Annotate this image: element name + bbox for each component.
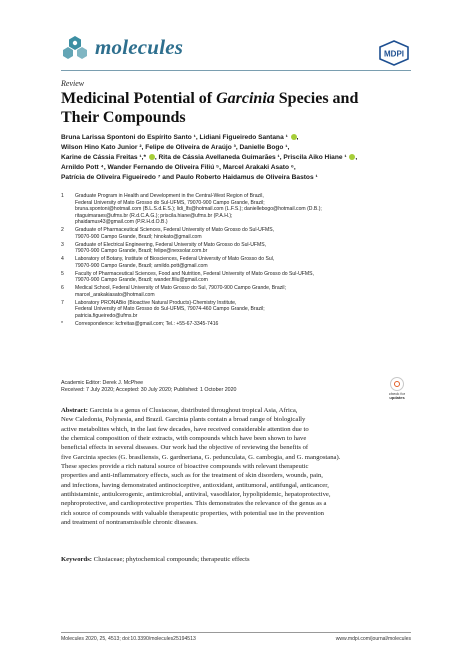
abstract xyxy=(61,406,414,527)
affiliation-item: 4 Laboratory of Botany, Institute of Biosciences, Federal University of Mato Grosso do Sul, 79070-900 Campo Grande, Brazil; arnildo.pott@gmail.com xyxy=(61,256,275,269)
check-for-updates-button[interactable] xyxy=(382,377,412,401)
affiliation-item: 1 Graduate Program in Health and Development in the Central-West Region of Brazil, Federal University of Mato Grosso do Sul-UFMS, 79070-900 Campo Grande, Brazil; bruna.spontoni@hotmail.com (B.L.S.d.E.S.); lidi_lfs@hotmail.com (L.F.S.); daniellebogo@hotmail.com (D.B.); ritaguimaraes@ufms.br (R.d.C.A.G.); priscila.hiane@ufms.br (P.A.H.); phaidamus43@gmail.com (P.R.H.d.O.B.) xyxy=(61,193,322,226)
abstract-line: active metabolites which, in the last few decades, have received considerable attention due to xyxy=(61,425,309,433)
publication-history: Received: 7 July 2020; Accepted: 30 July 2020; Published: 1 October 2020 xyxy=(61,387,237,393)
academic-editor: Academic Editor: Derek J. McPhee xyxy=(61,380,144,386)
abstract-line: Abstract: Garcinia is a genus of Clusiaceae, distributed throughout tropical Asia, Africa, xyxy=(61,407,298,414)
footer-journal-link[interactable]: www.mdpi.com/journal/molecules xyxy=(335,636,411,642)
affiliation-number: 5 xyxy=(61,270,64,277)
affiliation-number: 4 xyxy=(61,256,64,263)
affiliation-number: 7 xyxy=(61,299,64,306)
correspondence-marker: * xyxy=(61,320,63,327)
abstract-line: These species provide a rich natural source of bioactive compounds with relevant therapeutic xyxy=(61,463,309,471)
keywords-text: Clusiaceae; phytochemical compounds; therapeutic effects xyxy=(92,556,250,563)
title-suffix: Species and xyxy=(274,90,359,107)
orcid-icon[interactable] xyxy=(291,134,297,140)
title-prefix: Medicinal Potential of xyxy=(61,90,217,107)
publisher-name: MDPI xyxy=(384,49,404,59)
abstract-line: rich source of compounds with valuable therapeutic properties, with potential use in the prevention xyxy=(61,509,324,517)
affiliation-number: 6 xyxy=(61,285,64,292)
molecules-logo-icon xyxy=(61,34,89,62)
affiliations xyxy=(61,193,406,329)
affiliation-item: 3 Graduate of Electrical Engineering, Federal University of Mato Grosso do Sul-UFMS, 79070-900 Campo Grande, Brazil; felipe@nexsolar.com.br xyxy=(61,241,267,255)
abstract-line: New Caledonia, Polynesia, and Brazil. Garcinia plants contain a broad range of biologically xyxy=(61,416,306,424)
keywords xyxy=(61,556,250,563)
footer-citation: Molecules 2020, 25, 4513; doi:10.3390/molecules25194513 xyxy=(61,636,196,642)
keywords-label: Keywords: xyxy=(61,556,92,563)
title-line2: Their Compounds xyxy=(61,109,186,126)
footer-rule xyxy=(61,632,411,633)
abstract-line: and infections, having demonstrated antinociceptive, antioxidant, antitumoral, antifungal, anticancer, xyxy=(61,481,329,489)
journal-name: molecules xyxy=(95,35,184,59)
title-genus: Garcinia xyxy=(216,90,275,107)
author-line: Arnildo Pott ⁴, Wander Fernando de Oliveira Filiú ⁵, Marcel Arakaki Asato ⁶, xyxy=(61,164,296,171)
abstract-line: the chemical composition of their extracts, with compounds which have been shown to have xyxy=(61,435,307,443)
abstract-line: properties and anti-inflammatory effects, such as for the treatment of skin disorders, wounds, pain, xyxy=(61,472,323,480)
header-rule xyxy=(61,70,411,71)
affiliation-number: 3 xyxy=(61,241,64,248)
author-list xyxy=(61,133,411,183)
affiliation-number: 2 xyxy=(61,227,64,234)
author-line: Patrícia de Oliveira Figueiredo ⁷ and Paulo Roberto Haidamus de Oliveira Bastos ¹ xyxy=(61,174,318,181)
abstract-line: five Garcinia species (G. brasiliensis, G. gardneriana, G. pedunculata, G. cambogia, and G. mangostana). xyxy=(61,453,341,461)
article-dates xyxy=(61,380,237,394)
affiliation-item: 5 Faculty of Pharmaceutical Sciences, Food and Nutrition, Federal University of Mato Grosso do Sul-UFMS, 79070-900 Campo Grande, Brazil; wander.filiu@gmail.com xyxy=(61,270,314,284)
author-line: Karine de Cássia Freitas ¹,* , Rita de Cássia Avellaneda Guimarães ¹, Priscila Aiko Hiane ¹ , xyxy=(61,154,358,161)
affiliation-item: 7 Laboratory PRONABio (Bioactive Natural Products)-Chemistry Institute, Federal University of Mato Grosso do Sul-UFMS, 79074-460 Campo Grande, Brazil; patricia.figueiredo@ufms.br xyxy=(61,299,265,319)
correspondence xyxy=(61,321,406,328)
article-title xyxy=(61,89,401,127)
author-line: Bruna Larissa Spontoni do Espírito Santo ¹, Lidiani Figueiredo Santana ¹ , xyxy=(61,134,299,141)
correspondence-email[interactable]: Correspondence: kcfreitas@gmail.com; Tel.: +55-67-3345-7416 xyxy=(75,320,219,327)
abstract-line: and treatment of nontransmissible chronic diseases. xyxy=(61,519,198,527)
abstract-line: antihistaminic, antiulcerogenic, antimicrobial, antiviral, vasodilator, hypolipidemic, hepatoprotective, xyxy=(61,491,331,499)
affiliation-item: 6 Medical School, Federal University of Mato Grosso do Sul, 79070-900 Campo Grande, Brazil; marcel_arakakiasato@hotmail.com xyxy=(61,285,286,298)
author-line: Wilson Hino Kato Junior ², Felipe de Oliveira de Araújo ³, Danielle Bogo ¹, xyxy=(61,144,290,151)
orcid-icon[interactable] xyxy=(349,154,355,160)
affiliation-item: 2 Graduate of Pharmaceutical Sciences, Federal University of Mato Grosso do Sul-UFMS, 79070-900 Campo Grande, Brazil; hinokato@gmail.com xyxy=(61,227,275,240)
article-type: Review xyxy=(61,79,85,88)
mdpi-logo-icon xyxy=(377,40,411,66)
abstract-line: nephroprotective, and cardioprotective properties. This demonstrates the relevance of the genus as a xyxy=(61,500,327,508)
abstract-label: Abstract: xyxy=(61,407,88,414)
check-updates-label: check for updates xyxy=(388,391,406,401)
abstract-line: beneficial effects in several diseases. Our work had the objective of reviewing the benefits of xyxy=(61,444,309,452)
affiliation-number: 1 xyxy=(61,193,64,199)
check-updates-icon xyxy=(390,377,404,391)
